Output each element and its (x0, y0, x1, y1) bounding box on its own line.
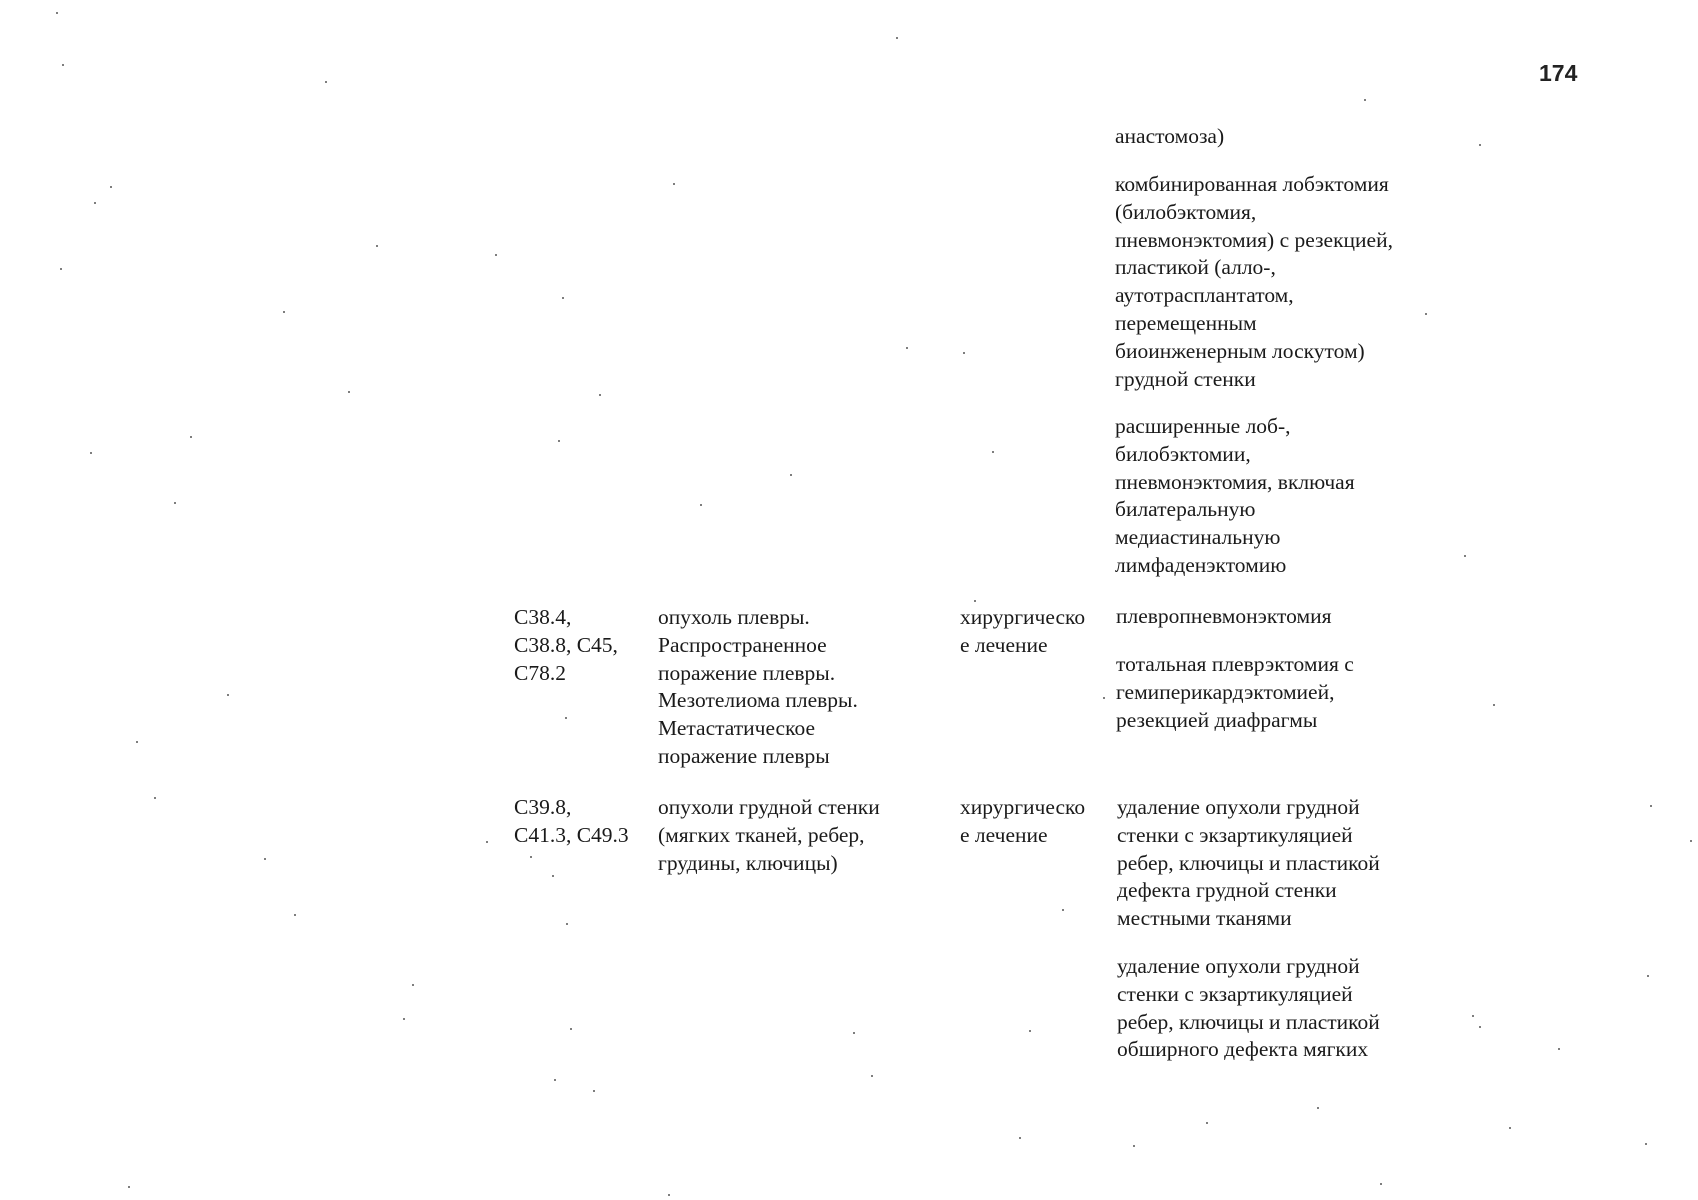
scan-speck (700, 504, 702, 506)
scan-speck (530, 856, 532, 858)
scan-speck (403, 1018, 405, 1020)
diagnosis-cell: опухоли грудной стенки (мягких тканей, ребер, грудины, ключицы) (658, 795, 880, 875)
method-text: анастомоза) (1115, 124, 1225, 148)
scan-speck (1062, 909, 1064, 911)
scan-speck (1317, 1107, 1319, 1109)
scan-speck (174, 502, 176, 504)
scan-speck (154, 797, 156, 799)
scan-speck (1690, 840, 1692, 842)
scan-speck (227, 694, 229, 696)
method-text: тотальная плеврэктомия с гемиперикардэктомией, резекцией диафрагмы (1116, 652, 1354, 732)
scan-speck (1425, 313, 1427, 315)
scan-speck (486, 841, 488, 843)
treatment-type-cell: хирургическо е лечение (960, 605, 1086, 657)
scan-speck (190, 436, 192, 438)
scan-speck (673, 183, 675, 185)
scan-speck (412, 984, 414, 986)
scan-speck (599, 394, 601, 396)
scan-speck (562, 297, 564, 299)
scan-speck (1206, 1122, 1208, 1124)
scan-speck (974, 600, 976, 602)
page-number: 174 (1539, 60, 1578, 86)
scan-speck (264, 858, 266, 860)
scan-speck (1493, 704, 1495, 706)
scan-speck (963, 352, 965, 354)
scan-speck (376, 245, 378, 247)
scan-speck (325, 81, 327, 83)
scan-speck (136, 741, 138, 743)
scan-speck (853, 1032, 855, 1034)
scan-speck (110, 186, 112, 188)
scan-speck (896, 37, 898, 39)
scan-speck (565, 717, 567, 719)
scan-speck (668, 1194, 670, 1196)
scan-speck (90, 452, 92, 454)
method-text: удаление опухоли грудной стенки с экзартикуляцией ребер, ключицы и пластикой дефекта грудной стенки местными тканями (1117, 795, 1380, 931)
scan-speck (552, 875, 554, 877)
scan-speck (128, 1186, 130, 1188)
treatment-type-cell: хирургическо е лечение (960, 795, 1086, 847)
scan-speck (570, 1028, 572, 1030)
scan-speck (992, 451, 994, 453)
scan-speck (62, 64, 64, 66)
scan-speck (906, 347, 908, 349)
scan-speck (60, 268, 62, 270)
scan-speck (1019, 1137, 1021, 1139)
scan-speck (1558, 1048, 1560, 1050)
scan-speck (1647, 975, 1649, 977)
scan-speck (1645, 1143, 1647, 1145)
scan-speck (566, 923, 568, 925)
method-text: комбинированная лобэктомия (билобэктомия, пневмонэктомия) с резекцией, пластикой (алло-, аутотрасплантатом, перемещенным биоинженерным лоскутом) грудной стенки (1115, 172, 1393, 391)
scan-speck (593, 1090, 595, 1092)
method-text: удаление опухоли грудной стенки с экзартикуляцией ребер, ключицы и пластикой обширного дефекта мягких (1117, 954, 1380, 1062)
scan-speck (790, 474, 792, 476)
scan-speck (1509, 1127, 1511, 1129)
icd-codes-cell: C39.8, C41.3, C49.3 (514, 795, 629, 847)
method-text: расширенные лоб-, билобэктомии, пневмонэктомия, включая билатеральную медиастинальную лимфаденэктомию (1115, 414, 1355, 577)
scan-speck (1103, 697, 1105, 699)
scan-speck (558, 440, 560, 442)
scan-speck (94, 202, 96, 204)
diagnosis-cell: опухоль плевры. Распространенное поражение плевры. Мезотелиома плевры. Метастатическое поражение плевры (658, 605, 858, 768)
scan-speck (1479, 144, 1481, 146)
scan-speck (294, 914, 296, 916)
scan-speck (554, 1079, 556, 1081)
method-text: плевропневмонэктомия (1116, 604, 1332, 628)
icd-codes-cell: C38.4, C38.8, C45, C78.2 (514, 605, 618, 685)
scan-speck (348, 391, 350, 393)
scan-speck (1650, 805, 1652, 807)
scan-speck (871, 1075, 873, 1077)
scan-speck (1472, 1015, 1474, 1017)
scan-speck (1364, 99, 1366, 101)
scan-speck (495, 254, 497, 256)
scan-speck (56, 12, 58, 14)
scan-speck (1029, 1030, 1031, 1032)
scan-speck (1133, 1145, 1135, 1147)
scan-speck (1464, 555, 1466, 557)
scan-speck (1380, 1183, 1382, 1185)
scan-speck (1479, 1026, 1481, 1028)
scan-speck (283, 311, 285, 313)
